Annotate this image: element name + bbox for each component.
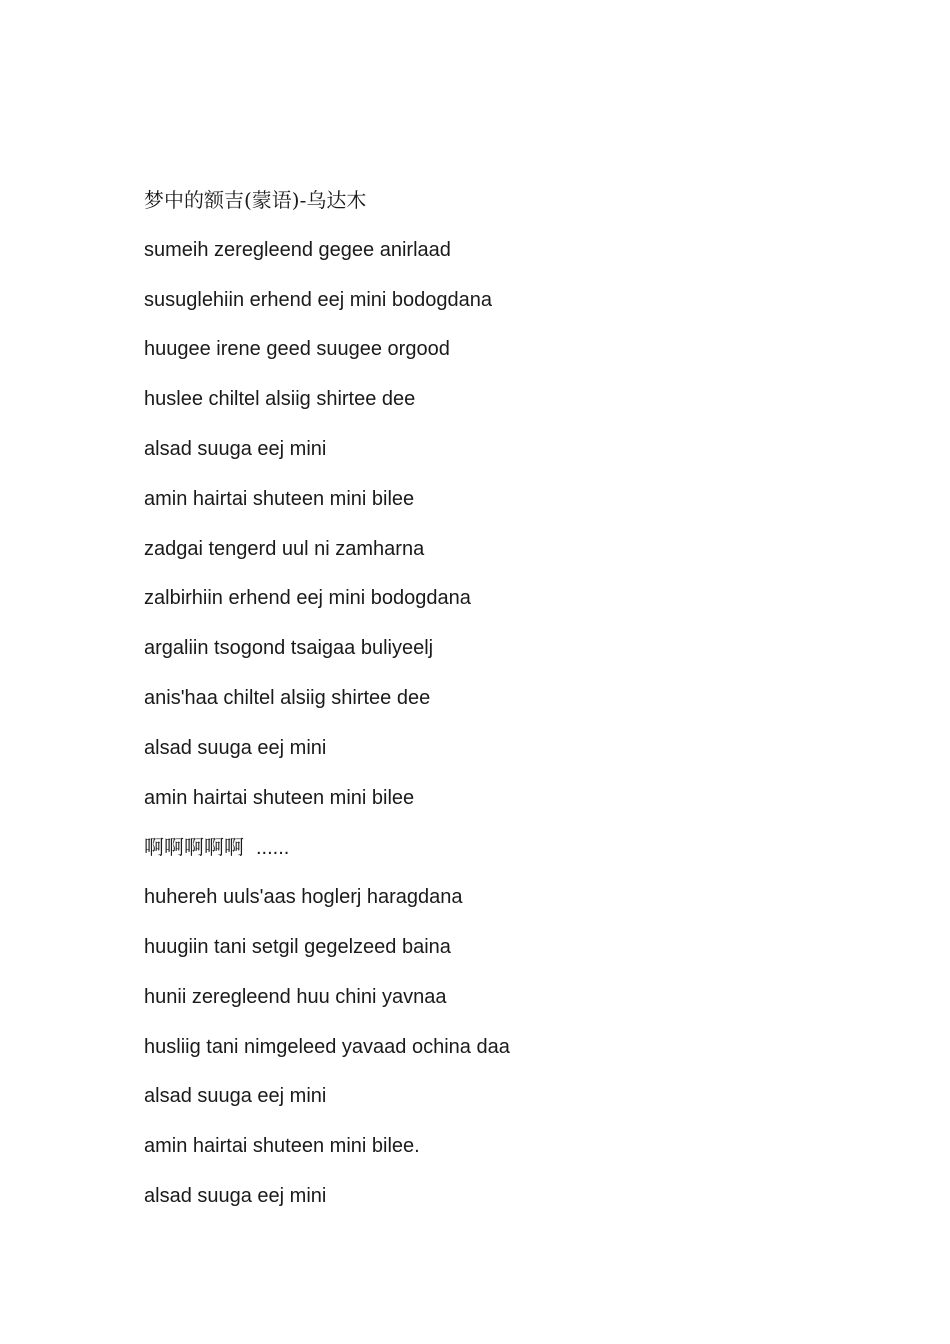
lyric-line: zadgai tengerd uul ni zamharna <box>144 537 425 560</box>
lyric-line: huugiin tani setgil gegelzeed baina <box>144 935 451 958</box>
lyric-line: alsad suuga eej mini <box>144 1184 327 1207</box>
lyric-line: huugee irene geed suugee orgood <box>144 338 450 361</box>
lyric-line: husliig tani nimgeleed yavaad ochina daa <box>144 1035 510 1058</box>
lyric-line: alsad suuga eej mini <box>144 736 327 759</box>
lyric-line: huslee chiltel alsiig shirtee dee <box>144 388 416 411</box>
lyric-line: huhereh uuls'aas hoglerj haragdana <box>144 886 463 909</box>
lyric-line: amin hairtai shuteen mini bilee <box>144 786 415 809</box>
interjection-line <box>144 831 844 863</box>
interjection-ellipsis: ...... <box>256 837 290 860</box>
lyric-line: amin hairtai shuteen mini bilee <box>144 487 415 510</box>
interjection-text: 啊啊啊啊啊 <box>144 835 244 860</box>
lyric-line: anis'haa chiltel alsiig shirtee dee <box>144 686 431 709</box>
lyric-line: hunii zeregleend huu chini yavnaa <box>144 985 447 1008</box>
lyric-line: sumeih zeregleend gegee anirlaad <box>144 238 451 261</box>
lyric-line: zalbirhiin erhend eej mini bodogdana <box>144 587 471 610</box>
lyric-line: susuglehiin erhend eej mini bodogdana <box>144 288 493 311</box>
lyric-line: amin hairtai shuteen mini bilee. <box>144 1135 420 1158</box>
lyrics-body <box>144 184 844 1230</box>
lyric-line: alsad suuga eej mini <box>144 1085 327 1108</box>
lyric-line: argaliin tsogond tsaigaa buliyeelj <box>144 637 434 660</box>
lyric-line: alsad suuga eej mini <box>144 437 327 460</box>
page-title: 梦中的额吉(蒙语)-乌达木 <box>144 188 367 212</box>
